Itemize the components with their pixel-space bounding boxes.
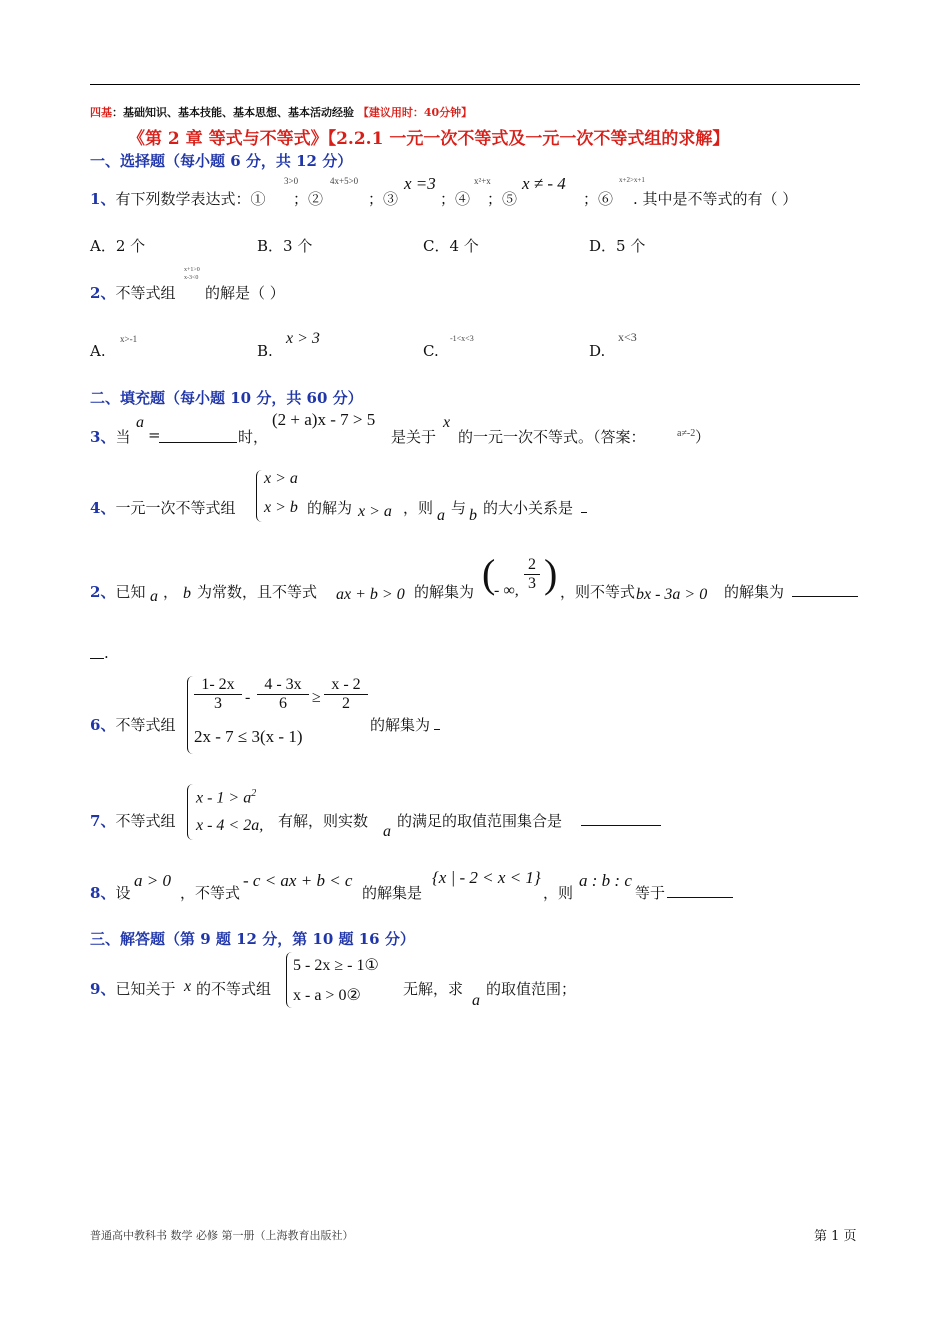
section-fill-title: 二、填充题（每小题 10 分，共 60 分）: [90, 389, 363, 407]
q6-fraction-2: [257, 676, 309, 713]
q3-var-x: x: [443, 414, 451, 431]
q2-option-d-expr: x<3: [618, 330, 637, 344]
q2-text-a: 不等式组: [115, 284, 176, 302]
q4-text-1: 一元一次不等式组: [115, 499, 236, 517]
q2-system-line-1: x+1>0: [184, 267, 200, 273]
question-number: 2: [90, 583, 101, 601]
q6-fraction-3-den: 2: [342, 695, 350, 712]
q1-expr-6: x+2>x+1: [619, 176, 645, 184]
q8-text-5: 等于: [635, 884, 666, 902]
q5-tail: .: [104, 644, 109, 662]
q7-brace: [187, 784, 194, 840]
q5-comma: ，: [163, 583, 179, 601]
q9-circle-2: ②: [346, 987, 361, 1004]
q2-option-b-expr: x > 3: [286, 330, 320, 347]
header-rule: [90, 84, 860, 85]
q5-paren-left: (: [482, 551, 496, 596]
q1-mark-6: ；⑥: [583, 190, 614, 208]
q6-text-1: 不等式组: [115, 716, 176, 734]
q1-mark-4: ；④: [440, 190, 471, 208]
q9-line-2: [293, 985, 361, 1005]
q7-line-1-text: x - 1 > a: [196, 789, 252, 807]
q3-text-3: 时，: [238, 428, 269, 446]
q9-line-2-text: x - a > 0: [293, 987, 347, 1004]
q3-text-6: ）: [695, 428, 711, 446]
q1-option-c: C．4 个: [423, 237, 479, 255]
q8-solution-set: {x | - 2 < x < 1}: [432, 868, 541, 887]
q9-var-x: x: [184, 978, 192, 995]
question-1-stem: [90, 188, 265, 209]
q3-text-4: 是关于: [391, 428, 437, 446]
q7-var-a: a: [383, 823, 391, 840]
q3-answer-blank[interactable]: [159, 428, 237, 443]
q8-text-3: 的解集是: [362, 884, 423, 902]
q6-line-2: 2x - 7 ≤ 3(x - 1): [194, 727, 303, 746]
question-number: 1: [90, 190, 101, 208]
q9-line-1-text: 5 - 2x ≥ - 1: [293, 957, 365, 974]
q9-text-1: 已知关于: [115, 980, 176, 998]
q5-text-6: 的解集为: [724, 583, 785, 601]
q5-text-3: 为常数，且不等式: [197, 583, 318, 601]
q1-option-d: D．5 个: [589, 237, 646, 255]
q3-text-1: 当: [115, 428, 131, 446]
question-number: 2: [90, 284, 101, 302]
q5-inequality-2: bx - 3a > 0: [636, 586, 708, 603]
question-sep: 、: [100, 428, 116, 446]
q6-text-2: 的解集为: [370, 716, 431, 734]
q6-fraction-1: [194, 676, 242, 713]
q7-line-2: x - 4 < 2a,: [196, 817, 264, 834]
q9-brace: [286, 952, 293, 1008]
q5-fraction: [524, 556, 540, 593]
q2-system-line-2: x-3<0: [184, 275, 199, 281]
q8-ratio: a : b : c: [579, 871, 632, 890]
q8-text-1: 设: [115, 884, 131, 902]
q1-option-a: A．2 个: [90, 237, 146, 255]
q5-paren-right: ): [544, 551, 558, 596]
q5-fraction-den: 3: [528, 575, 536, 592]
q3-expression: (2 + a)x - 7 > 5: [272, 410, 376, 429]
q1-expr-2: 4x+5>0: [330, 176, 359, 186]
question-sep: 、: [100, 499, 116, 517]
q4-var-a: a: [437, 507, 445, 524]
q3-eq: =: [148, 426, 161, 444]
q9-line-1: [293, 955, 379, 975]
q2-option-a-expr: x>-1: [120, 334, 138, 344]
q9-circle-1: ①: [364, 957, 379, 974]
q4-brace: [256, 470, 263, 522]
q9-var-a: a: [472, 992, 480, 1009]
q5-var-b: b: [183, 585, 191, 602]
q9-text-4: 的取值范围；: [486, 980, 577, 998]
q1-text-b: . 其中是不等式的有（ ）: [633, 190, 798, 208]
question-9-stem: [90, 978, 175, 999]
q2-option-c-label: C.: [423, 342, 439, 360]
q6-fraction-3: [324, 676, 368, 713]
footer-book: 普通高中教科书 数学 必修 第一册（上海教育出版社）: [90, 1229, 354, 1242]
question-number: 4: [90, 499, 101, 517]
question-2-stem: [90, 282, 175, 303]
section-solve-title: 三、解答题（第 9 题 12 分，第 10 题 16 分）: [90, 930, 415, 948]
question-sep: 、: [100, 583, 116, 601]
q8-inequality: - c < ax + b < c: [243, 871, 353, 890]
q6-answer-blank[interactable]: [434, 715, 440, 730]
q5-answer-blank[interactable]: [792, 582, 858, 597]
question-sep: 、: [100, 884, 116, 902]
q3-answer: a≠-2: [677, 428, 696, 439]
q9-text-2: 的不等式组: [196, 980, 272, 998]
q6-fraction-2-num: 4 - 3x: [257, 676, 309, 695]
question-3-stem: [90, 426, 130, 447]
q4-var-b: b: [469, 507, 477, 524]
q6-fraction-1-num: 1- 2x: [194, 676, 242, 695]
question-number: 3: [90, 428, 101, 446]
q6-fraction-3-num: x - 2: [324, 676, 368, 695]
q5-fraction-num: 2: [524, 556, 540, 575]
q5-interval-left: - ∞,: [494, 582, 519, 599]
question-number: 7: [90, 812, 101, 830]
question-sep: 、: [100, 190, 116, 208]
q2-option-a-label: A.: [90, 342, 106, 360]
q4-text-2: 的解为: [307, 499, 353, 517]
q5-var-a: a: [150, 588, 158, 605]
q4-line-2: x > b: [264, 499, 298, 516]
q4-text-3: ，则: [403, 499, 434, 517]
q1-mark-3: ；③: [368, 190, 399, 208]
q2-option-d-label: D.: [589, 342, 606, 360]
q7-text-1: 不等式组: [115, 812, 176, 830]
q1-mark-5: ；⑤: [487, 190, 518, 208]
q9-text-3: 无解，求: [403, 980, 464, 998]
q5-text-1: 已知: [115, 583, 146, 601]
question-sep: 、: [100, 980, 116, 998]
q5-text-4: 的解集为: [414, 583, 475, 601]
q7-text-3: 的满足的取值范围集合是: [397, 812, 563, 830]
question-4-stem: [90, 497, 235, 518]
q5-inequality-1: ax + b > 0: [336, 586, 405, 603]
q5-text-5: ，则不等式: [560, 583, 636, 601]
q8-answer-blank[interactable]: [667, 883, 733, 898]
four-basics-label: 四基: [90, 106, 112, 119]
question-number: 8: [90, 884, 101, 902]
q1-mark-2: ；②: [293, 190, 324, 208]
question-8-stem: [90, 882, 130, 903]
four-basics-text: ：基础知识、基本技能、基本思想、基本活动经验: [112, 106, 354, 119]
q6-fraction-1-den: 3: [214, 695, 222, 712]
time-hint: 【建议用时：40分钟】: [357, 106, 473, 119]
q8-text-2: ，不等式: [180, 884, 241, 902]
q7-line-1: [196, 788, 256, 807]
question-6-stem: [90, 714, 175, 735]
question-number: 6: [90, 716, 101, 734]
footer-page-number: 第 1 页: [814, 1229, 857, 1244]
q1-expr-3: x =3: [404, 174, 436, 193]
q1-expr-4: x²+x: [474, 176, 491, 186]
q5-answer-blank-cont[interactable]: [90, 644, 104, 659]
q4-answer-blank[interactable]: [581, 498, 587, 513]
q4-solution: x > a: [358, 503, 392, 520]
question-sep: 、: [100, 284, 116, 302]
q1-text-a: 有下列数学表达式：①: [115, 190, 266, 208]
q2-option-b-label: B.: [257, 342, 273, 360]
q6-geq: ≥: [312, 689, 321, 706]
q6-fraction-2-den: 6: [279, 695, 287, 712]
q2-option-c-expr: -1<x<3: [450, 334, 474, 343]
q1-expr-1: 3>0: [284, 176, 299, 186]
q7-text-2: 有解，则实数: [278, 812, 369, 830]
q1-expr-5: x ≠ - 4: [522, 174, 566, 193]
section-choice-title: 一、选择题（每小题 6 分，共 12 分）: [90, 152, 353, 170]
q2-text-b: 的解是（ ）: [205, 284, 285, 302]
question-number: 9: [90, 980, 101, 998]
four-basics-line: [90, 104, 472, 120]
q3-var-a: a: [136, 414, 144, 431]
question-7-stem: [90, 810, 175, 831]
q2-system: [184, 266, 200, 282]
q6-minus: -: [245, 689, 251, 706]
q7-line-1-sup: 2: [251, 788, 257, 799]
q8-condition: a > 0: [134, 871, 171, 890]
q3-text-5: 的一元一次不等式。（答案：: [458, 428, 646, 446]
q4-line-1: x > a: [264, 470, 298, 487]
question-5-stem: [90, 581, 145, 602]
q8-text-4: ，则: [543, 884, 574, 902]
q6-brace: [187, 676, 194, 754]
question-sep: 、: [100, 812, 116, 830]
q1-option-b: B．3 个: [257, 237, 313, 255]
q7-answer-blank[interactable]: [581, 811, 661, 826]
page-title: 《第 2 章 等式与不等式》【2.2.1 一元一次不等式及一元一次不等式组的求解】: [128, 129, 730, 149]
q4-text-5: 的大小关系是: [483, 499, 574, 517]
q4-text-4: 与: [451, 499, 467, 517]
question-sep: 、: [100, 716, 116, 734]
